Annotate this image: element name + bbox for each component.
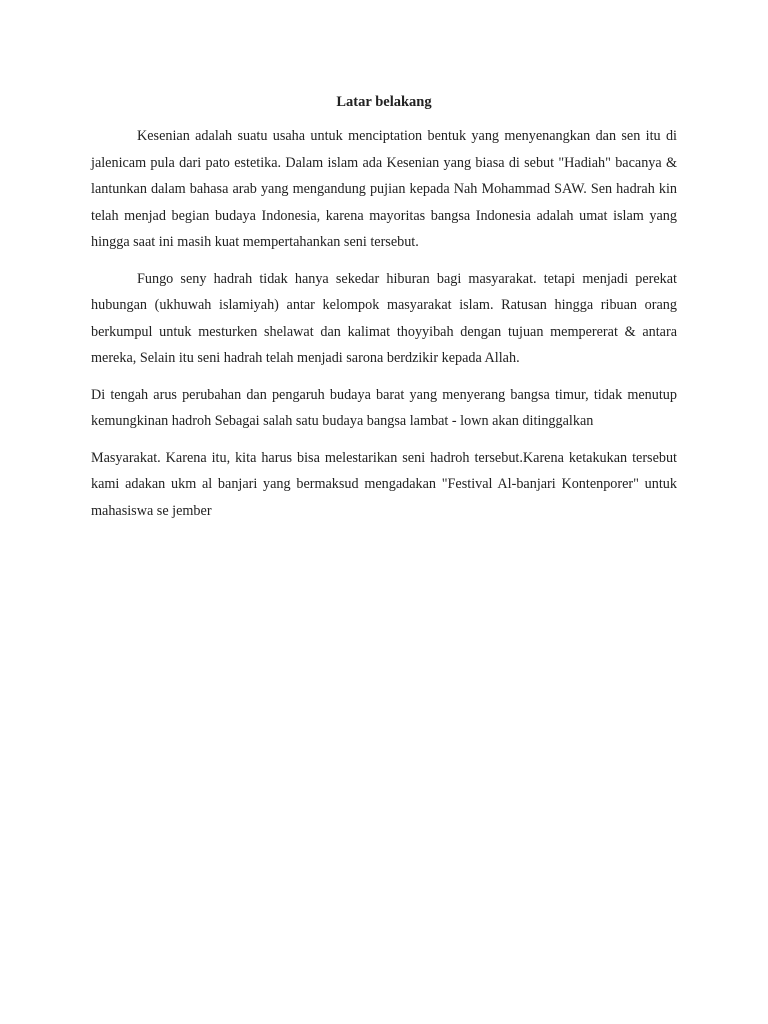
paragraph-3: Di tengah arus perubahan dan pengaruh budaya barat yang menyerang bangsa timur, tidak menutup kemungkinan hadroh Sebagai salah satu budaya bangsa lambat - lown akan ditinggalkan: [91, 386, 677, 429]
document-title: Latar belakang: [336, 94, 432, 110]
document-page: [91, 92, 677, 534]
paragraph-2: Fungo seny hadrah tidak hanya sekedar hiburan bagi masyarakat. tetapi menjadi perekat hubungan (ukhuwah islamiyah) antar kelompok masyarakat islam. Ratusan hingga ribuan orang berkumpul untuk mesturken shelawat dan kalimat thoyyibah dengan tujuan mempererat & antara mereka, Selain itu seni hadrah telah menjadi sarona berdzikir kepada Allah.: [91, 270, 677, 366]
paragraph-1: Kesenian adalah suatu usaha untuk menciptation bentuk yang menyenangkan dan sen itu di jalenicam pula dari pato estetika. Dalam islam ada Kesenian yang biasa di sebut "Hadiah" bacanya & lantunkan dalam bahasa arab yang mengandung pujian kepada Nah Mohammad SAW. Sen hadrah kin telah menjad begian budaya Indonesia, karena mayoritas bangsa Indonesia adalah umat islam yang hingga saat ini masih kuat mempertahankan seni tersebut.: [91, 128, 677, 250]
paragraph-4: Masyarakat. Karena itu, kita harus bisa melestarikan seni hadroh tersebut.Karena ketakukan tersebut kami adakan ukm al banjari yang bermaksud mengadakan "Festival Al-banjari Kontenporer" untuk mahasiswa se jember: [91, 449, 677, 519]
